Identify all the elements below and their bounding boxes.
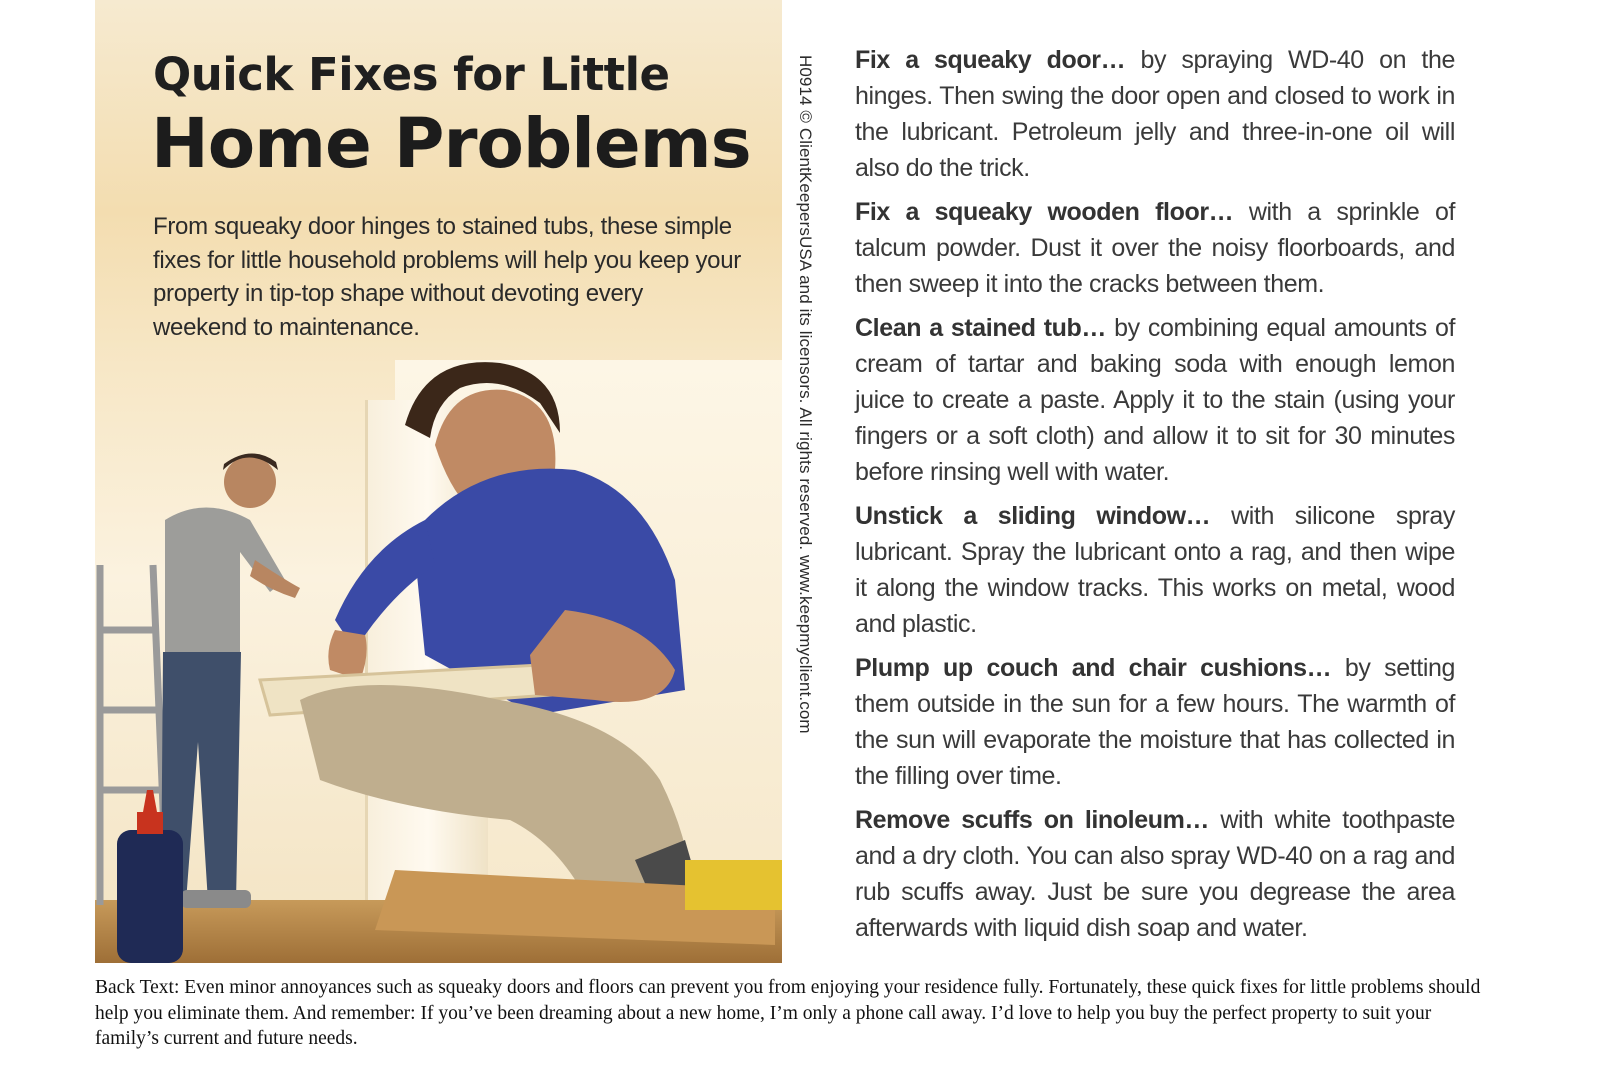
- toolbox-image: [685, 860, 782, 910]
- tip-heading: Unstick a sliding window…: [855, 502, 1211, 530]
- tip-body: with a sprinkle of talcum powder. Dust it over the noisy floorboards, and then sweep it into the cracks between them.: [855, 198, 1455, 298]
- intro-paragraph: From squeaky door hinges to stained tubs, these simple fixes for little household problems will help you keep your property in tip-top shape without devoting every weekend to maintenance.: [153, 213, 741, 341]
- title-line-2: Home Problems: [151, 104, 751, 184]
- tip-heading: Fix a squeaky door…: [855, 46, 1126, 74]
- foreground-worker-image: [260, 362, 705, 930]
- tip-heading: Clean a stained tub…: [855, 314, 1107, 342]
- tips-column: [855, 42, 1455, 954]
- photo-panel: [95, 0, 782, 963]
- tip-body: by combining equal amounts of cream of tartar and baking soda with enough lemon juice to create a paste. Apply it to the stain (using your fingers or a soft cloth) and allow it to sit for 30 minutes before rinsing well with water.: [855, 314, 1455, 486]
- tip-body: with silicone spray lubricant. Spray the lubricant onto a rag, and then wipe it along the window tracks. This works on metal, wood and plastic.: [855, 502, 1455, 638]
- copyright-vertical: [794, 55, 824, 815]
- title-line-1: Quick Fixes for Little: [153, 48, 670, 101]
- tip-item: [855, 194, 1455, 302]
- tip-heading: Plump up couch and chair cushions…: [855, 654, 1332, 682]
- tip-heading: Remove scuffs on linoleum…: [855, 806, 1210, 834]
- tip-body: with white toothpaste and a dry cloth. You can also spray WD-40 on a rag and rub scuffs away. Just be sure you degrease the area afterwards with liquid dish soap and water.: [855, 806, 1455, 942]
- tip-item: [855, 498, 1455, 642]
- tip-item: [855, 310, 1455, 490]
- tip-item: [855, 42, 1455, 186]
- copyright-text: H0914 © ClientKeepersUSA and its licensors. All rights reserved. www.keepmyclient.com: [796, 55, 815, 734]
- tip-item: [855, 802, 1455, 946]
- back-text: Back Text: Even minor annoyances such as squeaky doors and floors can prevent you from enjoying your residence fully. Fortunately, these quick fixes for little problems should help you eliminate them. And remember: If you’ve been dreaming about a new home, I’m only a phone call away. I’d love to help you buy the perfect property to suit your family’s current and future needs.: [95, 977, 1481, 1049]
- tip-body: by setting them outside in the sun for a few hours. The warmth of the sun will evaporate the moisture that has collected in the filling over time.: [855, 654, 1456, 790]
- tip-heading: Fix a squeaky wooden floor…: [855, 198, 1234, 226]
- tip-item: [855, 650, 1455, 794]
- tip-body: by spraying WD-40 on the hinges. Then swing the door open and closed to work in the lubricant. Petroleum jelly and three-in-one oil will also do the trick.: [855, 46, 1455, 182]
